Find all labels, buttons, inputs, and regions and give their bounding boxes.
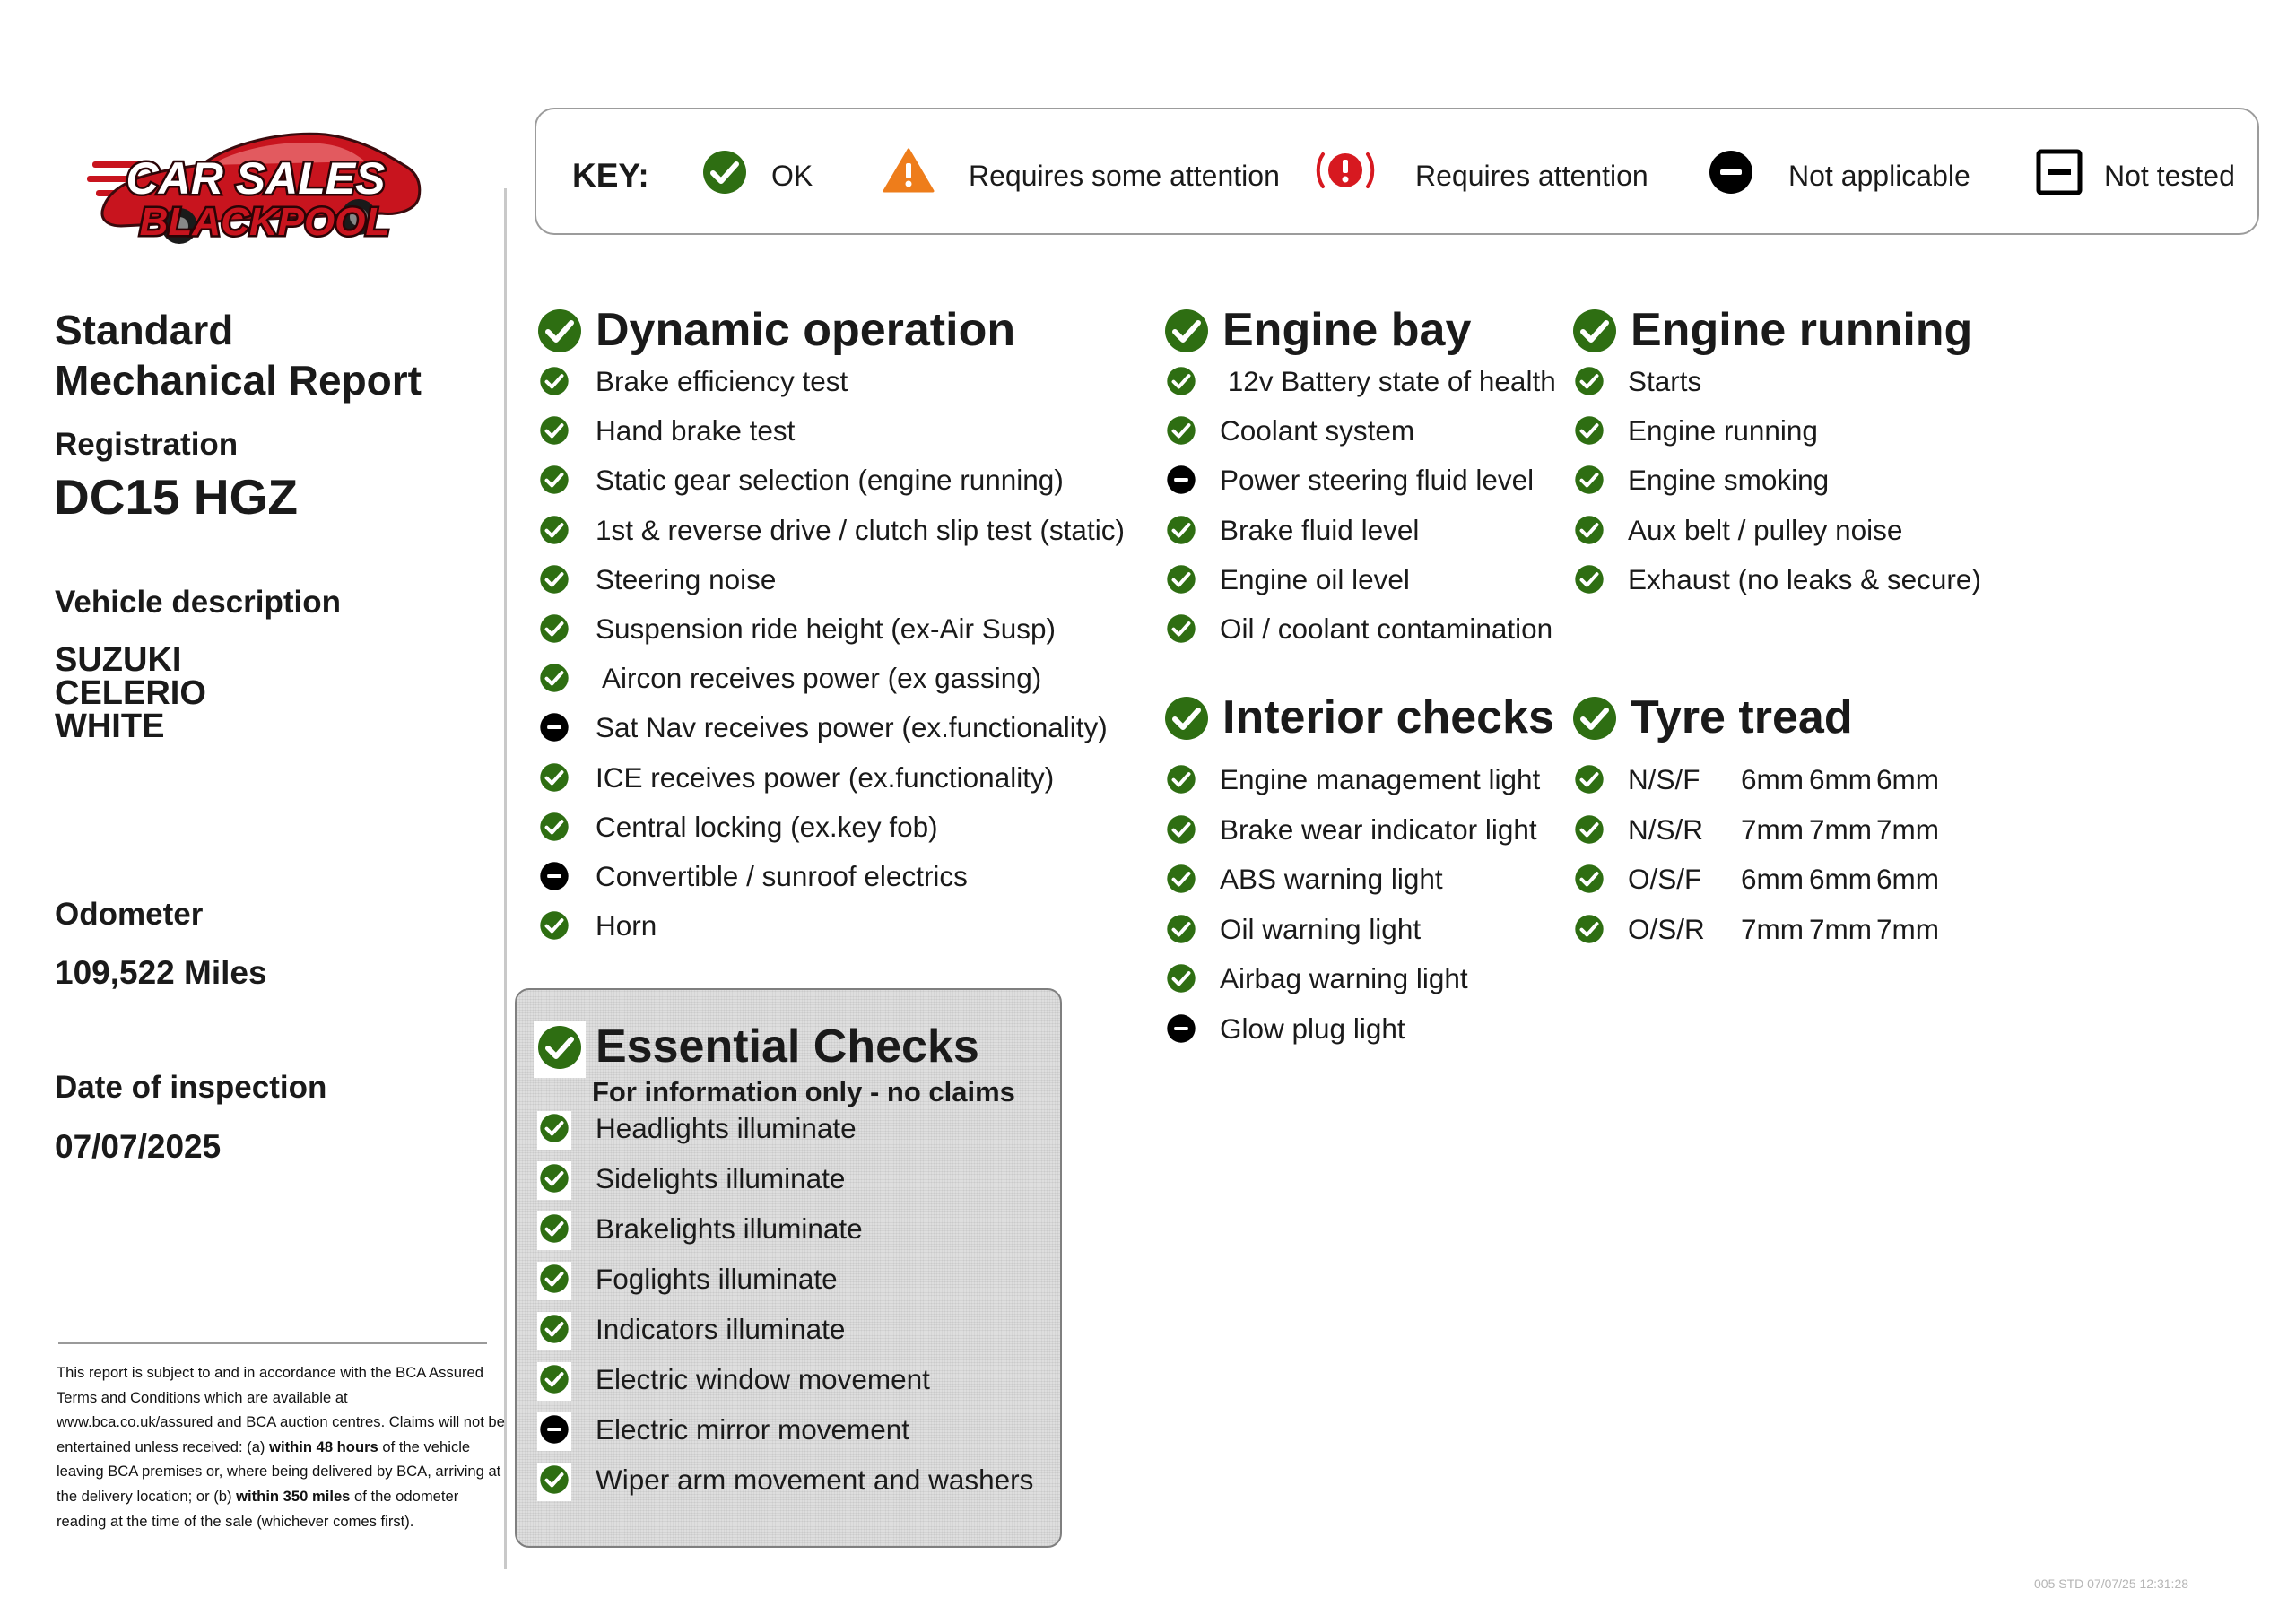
vehicle-colour: WHITE: [55, 708, 165, 745]
dynamic-check-item: Steering noise: [596, 562, 777, 595]
tyre-tread-value: 6mm: [1809, 763, 1872, 795]
tyre-tread-value: 7mm: [1809, 812, 1872, 846]
key-legend: [535, 108, 2259, 235]
not-applicable-icon: [539, 712, 570, 747]
tyre-position: N/S/F: [1628, 763, 1700, 795]
not-applicable-icon: [1166, 465, 1196, 499]
ok-check-icon: [539, 663, 570, 698]
essential-checks-subtitle: For information only - no claims: [592, 1076, 1015, 1107]
ok-check-icon: [539, 812, 570, 847]
section-engine-running-status-icon: [1571, 308, 1618, 359]
ok-check-icon: [537, 1312, 571, 1350]
key-requires-attention-text: Requires attention: [1415, 160, 1648, 192]
ok-check-icon: [537, 1111, 571, 1150]
essential-check-item: Brakelights illuminate: [596, 1212, 863, 1245]
essential-check-item: Headlights illuminate: [596, 1112, 857, 1144]
minus-circle-icon: [1708, 149, 1754, 200]
minus-square-icon: [2036, 149, 2083, 200]
section-essential-title: Essential Checks: [596, 1020, 979, 1073]
report-title-line2: Mechanical Report: [55, 357, 422, 404]
essential-check-item: Sidelights illuminate: [596, 1162, 846, 1194]
interior-check-item: Brake wear indicator light: [1220, 812, 1537, 846]
vehicle-make: SUZUKI: [55, 641, 182, 679]
date-of-inspection-label: Date of inspection: [55, 1070, 327, 1105]
ok-check-icon: [1166, 864, 1196, 899]
footer-stamp: 005 STD 07/07/25 12:31:28: [2034, 1576, 2189, 1591]
alert-exclamation-icon: [1315, 147, 1376, 198]
ok-check-icon: [1574, 814, 1605, 849]
interior-check-item: Glow plug light: [1220, 1012, 1405, 1045]
ok-check-icon: [1166, 814, 1196, 849]
engine-bay-check-item: Coolant system: [1220, 414, 1415, 447]
ok-check-icon: [701, 149, 748, 200]
dynamic-check-item: Horn: [596, 909, 657, 942]
vehicle-description-label: Vehicle description: [55, 585, 341, 620]
ok-check-icon: [1574, 515, 1605, 550]
ok-check-icon: [537, 1362, 571, 1401]
ok-check-icon: [537, 1161, 571, 1200]
registration-label: Registration: [55, 427, 239, 462]
disclaimer-part3: of the odometer reading at the time of the sale (whichever comes first).: [57, 1487, 459, 1530]
section-engine-bay-title: Engine bay: [1222, 304, 1472, 356]
essential-check-item: Indicators illuminate: [596, 1313, 846, 1345]
ok-check-icon: [1166, 415, 1196, 450]
ok-check-icon: [537, 1211, 571, 1250]
interior-check-item: Oil warning light: [1220, 912, 1422, 945]
ok-check-icon: [1574, 465, 1605, 499]
ok-check-icon: [1166, 914, 1196, 949]
ok-check-icon: [539, 465, 570, 499]
section-interior-status-icon: [1163, 695, 1210, 746]
dynamic-check-item: Brake efficiency test: [596, 365, 848, 397]
tyre-position: N/S/R: [1628, 812, 1704, 846]
dynamic-check-item: Convertible / sunroof electrics: [596, 860, 968, 892]
odometer-label: Odometer: [55, 897, 204, 932]
engine-running-check-item: Starts: [1628, 365, 1702, 397]
odometer-value: 109,522 Miles: [55, 954, 267, 991]
dynamic-check-item: Central locking (ex.key fob): [596, 810, 938, 843]
tyre-tread-value: 6mm: [1809, 863, 1872, 895]
essential-check-item: Wiper arm movement and washers: [596, 1463, 1034, 1496]
dynamic-check-item: Aircon receives power (ex gassing): [596, 662, 1042, 695]
tyre-tread-value: 7mm: [1876, 812, 1939, 846]
ok-check-icon: [1166, 764, 1196, 799]
ok-check-icon: [539, 415, 570, 450]
disclaimer-divider: [58, 1342, 487, 1344]
ok-check-icon: [537, 1262, 571, 1300]
dynamic-check-item: Static gear selection (engine running): [596, 464, 1064, 497]
engine-running-check-item: Exhaust (no leaks & secure): [1628, 562, 1981, 595]
dynamic-check-item: Hand brake test: [596, 414, 796, 447]
ok-check-icon: [539, 613, 570, 648]
dynamic-check-item: Suspension ride height (ex-Air Susp): [596, 612, 1057, 645]
ok-check-icon: [1574, 864, 1605, 899]
key-ok-text: OK: [771, 160, 813, 192]
tyre-tread-value: 6mm: [1876, 863, 1939, 895]
engine-bay-check-item: Engine oil level: [1220, 562, 1410, 595]
key-label: KEY:: [572, 157, 649, 194]
tyre-tread-value: 7mm: [1741, 812, 1804, 846]
ok-check-icon: [539, 564, 570, 599]
engine-bay-check-item: Oil / coolant contamination: [1220, 612, 1553, 645]
ok-check-icon: [1166, 963, 1196, 998]
interior-check-item: Airbag warning light: [1220, 962, 1468, 994]
section-essential-status-icon: [534, 1021, 586, 1078]
ok-check-icon: [1574, 415, 1605, 450]
logo-line2: BLACKPOOL: [139, 200, 390, 244]
engine-bay-check-item: Brake fluid level: [1220, 513, 1420, 546]
report-title: [55, 305, 467, 405]
ok-check-icon: [1574, 764, 1605, 799]
vehicle-description: [55, 641, 206, 745]
interior-check-item: Engine management light: [1220, 763, 1541, 795]
ok-check-icon: [1166, 564, 1196, 599]
logo-line1: CAR SALES: [126, 153, 386, 204]
tyre-tread-value: 7mm: [1809, 912, 1872, 945]
disclaimer-bold2: within 350 miles: [236, 1487, 351, 1505]
car-sales-blackpool-logo: [85, 126, 426, 251]
essential-check-item: Electric mirror movement: [596, 1413, 910, 1446]
disclaimer-part2: of the vehicle leaving BCA premises or, where being delivered by BCA, arriving at the delivery location; or (b): [57, 1437, 501, 1505]
warning-triangle-icon: [883, 147, 935, 198]
ok-check-icon: [1166, 515, 1196, 550]
section-engine-running-title: Engine running: [1631, 304, 1973, 356]
key-not-tested-text: Not tested: [2104, 160, 2235, 192]
ok-check-icon: [1574, 914, 1605, 949]
dynamic-check-item: Sat Nav receives power (ex.functionality): [596, 711, 1108, 744]
interior-check-item: ABS warning light: [1220, 863, 1443, 895]
tyre-tread-value: 6mm: [1741, 863, 1804, 895]
section-engine-bay-status-icon: [1163, 308, 1210, 359]
section-interior-title: Interior checks: [1222, 691, 1554, 743]
ok-check-icon: [1574, 564, 1605, 599]
ok-check-icon: [1574, 366, 1605, 401]
engine-running-check-item: Engine running: [1628, 414, 1818, 447]
tyre-tread-value: 7mm: [1876, 912, 1939, 945]
registration-value: DC15 HGZ: [54, 469, 298, 525]
vehicle-model: CELERIO: [55, 674, 206, 712]
tyre-tread-value: 6mm: [1741, 763, 1804, 795]
essential-check-item: Foglights illuminate: [596, 1263, 838, 1295]
date-of-inspection-value: 07/07/2025: [55, 1128, 222, 1165]
disclaimer-text: [57, 1360, 505, 1533]
section-dynamic-status-icon: [536, 308, 583, 359]
not-applicable-icon: [537, 1412, 571, 1451]
ok-check-icon: [1166, 366, 1196, 401]
tyre-position: O/S/R: [1628, 912, 1705, 945]
ok-check-icon: [539, 366, 570, 401]
section-dynamic-title: Dynamic operation: [596, 304, 1016, 356]
ok-check-icon: [539, 910, 570, 945]
key-some-attention-text: Requires some attention: [969, 160, 1280, 192]
tyre-tread-value: 6mm: [1876, 763, 1939, 795]
dynamic-check-item: 1st & reverse drive / clutch slip test (static): [596, 513, 1125, 546]
tyre-position: O/S/F: [1628, 863, 1702, 895]
not-applicable-icon: [539, 861, 570, 896]
report-title-line1: Standard: [55, 307, 234, 353]
disclaimer-part1: This report is subject to and in accordance with the BCA Assured Terms and Conditions which are available at www.bca.co.uk/assured and BCA auction centres. Claims will not be entertained unless received: (a): [57, 1364, 505, 1455]
ok-check-icon: [537, 1463, 571, 1501]
section-tyre-title: Tyre tread: [1631, 691, 1853, 743]
ok-check-icon: [539, 762, 570, 797]
section-tyre-status-icon: [1571, 695, 1618, 746]
disclaimer-bold1: within 48 hours: [269, 1437, 378, 1455]
ok-check-icon: [1166, 613, 1196, 648]
engine-running-check-item: Aux belt / pulley noise: [1628, 513, 1903, 546]
engine-bay-check-item: 12v Battery state of health: [1220, 365, 1556, 397]
tyre-tread-value: 7mm: [1741, 912, 1804, 945]
essential-check-item: Electric window movement: [596, 1363, 930, 1395]
ok-check-icon: [539, 515, 570, 550]
engine-bay-check-item: Power steering fluid level: [1220, 464, 1535, 497]
key-not-applicable-text: Not applicable: [1788, 160, 1970, 192]
not-applicable-icon: [1166, 1013, 1196, 1048]
dynamic-check-item: ICE receives power (ex.functionality): [596, 760, 1055, 794]
engine-running-check-item: Engine smoking: [1628, 464, 1830, 497]
